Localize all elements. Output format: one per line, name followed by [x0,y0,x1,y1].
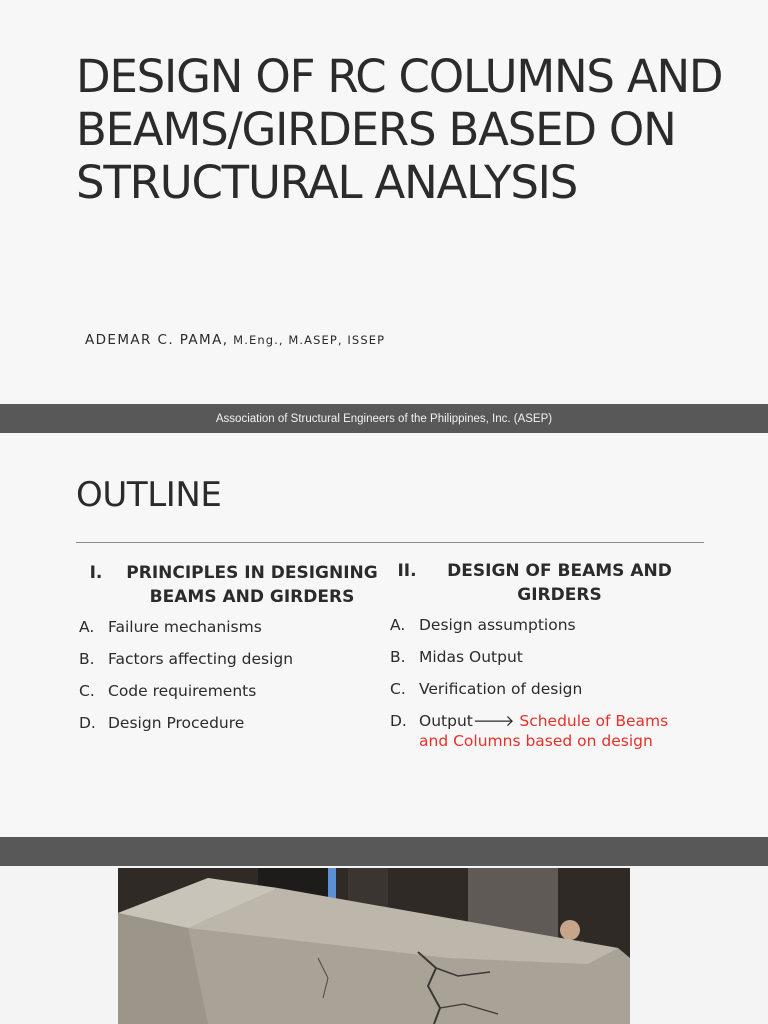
item-letter: A. [390,616,406,634]
item-text: Code requirements [108,682,257,700]
item-text: Verification of design [419,680,583,698]
slide-separator-bar [0,837,768,866]
item-letter: C. [390,680,406,698]
slide-title: DESIGN OF RC COLUMNS AND BEAMS/GIRDERS BASED ON STRUCTURAL ANALYSIS [76,50,723,209]
list-item [387,647,692,667]
item-text [419,711,692,751]
outline-column-left [76,561,388,745]
divider [76,542,704,543]
footer-bar [0,404,768,433]
item-letter: D. [79,714,96,732]
author-name: ADEMAR C. PAMA, [85,332,229,348]
item-letter: D. [390,712,407,730]
item-letter: B. [390,648,406,666]
item-text: Midas Output [419,648,523,666]
outline-slide [0,433,768,837]
section-number: I. [89,563,103,583]
outline-title: OUTLINE [76,475,222,515]
item-letter: A. [79,618,95,636]
list-item [387,711,692,751]
item-text: Design assumptions [419,616,576,634]
section-heading-text: DESIGN OF BEAMS AND GIRDERS [447,561,672,605]
cracked-beam-photo [118,868,630,1024]
section-heading-text: PRINCIPLES IN DESIGNING BEAMS AND GIRDERS [126,563,378,607]
list-item [76,649,388,669]
author-line [85,332,385,348]
highlighted-text: Schedule of Beams and Columns based on design [419,712,669,750]
item-text: Failure mechanisms [108,618,262,636]
list-item [76,681,388,701]
title-slide [0,0,768,404]
cracked-beam-illustration [118,868,630,1024]
item-text: Factors affecting design [108,650,294,668]
arrow-right-icon: 🡒 [472,712,515,730]
section-number: II. [397,561,417,581]
list-item [76,713,388,733]
list-item [76,617,388,637]
photo-slide [0,866,768,1024]
section-heading [387,559,692,607]
list-item [387,679,692,699]
section-heading [76,561,388,609]
footer-text: Association of Structural Engineers of the Philippines, Inc. (ASEP) [215,412,553,425]
author-credentials: M.Eng., M.ASEP, ISSEP [228,333,386,347]
outline-column-right [387,559,692,763]
output-label: Output [419,712,473,730]
list-item [387,615,692,635]
item-text: Design Procedure [108,714,245,732]
item-letter: C. [79,682,95,700]
item-letter: B. [79,650,95,668]
